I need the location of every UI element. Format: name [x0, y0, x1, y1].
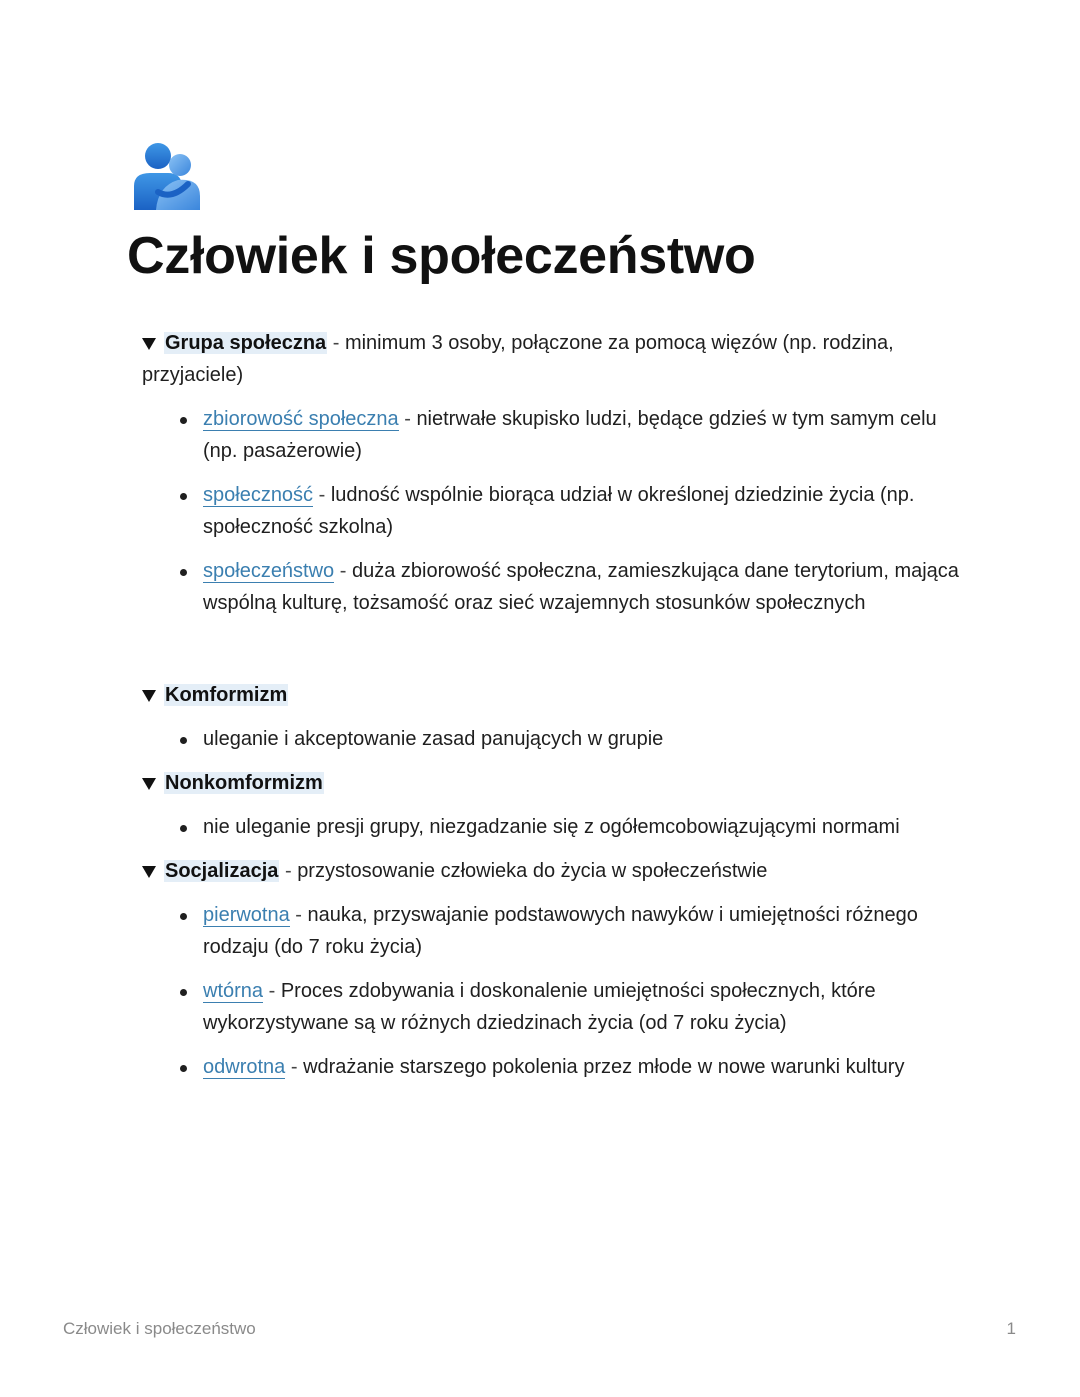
separator: -	[327, 332, 345, 354]
item-text: wdrażanie starszego pokolenia przez młode w nowe warunki kultury	[303, 1056, 905, 1078]
list-item	[180, 899, 962, 963]
page-number: 1	[1006, 1319, 1016, 1338]
caret-down-icon[interactable]	[142, 338, 156, 350]
term-link[interactable]: pierwotna	[203, 904, 290, 926]
list-item	[180, 479, 962, 543]
toggle-nonkomformizm	[142, 767, 962, 843]
term-link[interactable]: odwrotna	[203, 1056, 286, 1078]
term-link[interactable]: wtórna	[203, 980, 264, 1002]
list-item	[180, 1051, 962, 1083]
toggle-header[interactable]	[142, 767, 962, 799]
toggle-komformizm	[142, 679, 962, 755]
item-text: uleganie i akceptowanie zasad panujących w grupie	[203, 728, 664, 750]
list-item	[180, 975, 962, 1039]
bullet-list	[142, 723, 962, 755]
list-item	[180, 723, 962, 755]
item-text: nietrwałe skupisko ludzi, będące gdzieś w tym samym celu (np. pasażerowie)	[203, 408, 937, 462]
footer-title: Człowiek i społeczeństwo	[63, 1319, 256, 1338]
item-text: ludność wspólnie biorąca udział w określonej dziedzinie życia (np. społeczność szkolna)	[203, 484, 915, 538]
separator: -	[313, 484, 331, 506]
toggle-heading: Nonkomformizm	[165, 772, 323, 794]
toggle-socjalizacja	[142, 855, 962, 1083]
item-text: Proces zdobywania i doskonalenie umiejętności społecznych, które wykorzystywane są w różnych dziedzinach życia (od 7 roku życia)	[203, 980, 876, 1034]
separator: -	[398, 408, 417, 430]
page-title: Człowiek i społeczeństwo	[127, 227, 756, 285]
separator: -	[334, 560, 352, 582]
toggle-header[interactable]	[142, 327, 962, 391]
list-item	[180, 403, 962, 467]
list-item	[180, 811, 962, 843]
item-text: nauka, przyswajanie podstawowych nawyków i umiejętności różnego rodzaju (do 7 roku życia)	[203, 904, 918, 958]
caret-down-icon[interactable]	[142, 778, 156, 790]
term-link[interactable]: społeczność	[203, 484, 314, 506]
separator: -	[279, 860, 298, 882]
item-text: nie uleganie presji grupy, niezgadzanie się z ogółemcobowiązującymi normami	[203, 816, 900, 838]
separator: -	[285, 1056, 304, 1078]
bullet-list	[142, 403, 962, 619]
toggle-header[interactable]	[142, 679, 962, 711]
people-hug-icon	[132, 140, 202, 210]
caret-down-icon[interactable]	[142, 866, 156, 878]
separator: -	[263, 980, 281, 1002]
toggle-description: minimum 3 osoby, połączone za pomocą więzów (np. rodzina, przyjaciele)	[142, 332, 894, 386]
toggle-header[interactable]	[142, 855, 962, 887]
term-link[interactable]: społeczeństwo	[203, 560, 335, 582]
toggle-grupa-spoleczna	[142, 327, 962, 619]
caret-down-icon[interactable]	[142, 690, 156, 702]
list-item	[180, 555, 962, 619]
bullet-list	[142, 811, 962, 843]
toggle-heading: Socjalizacja	[165, 860, 279, 882]
separator: -	[289, 904, 308, 926]
term-link[interactable]: zbiorowość społeczna	[203, 408, 399, 430]
item-text: duża zbiorowość społeczna, zamieszkująca dane terytorium, mająca wspólną kulturę, tożsamość oraz sieć wzajemnych stosunków społecznych	[203, 560, 959, 614]
toggle-heading: Komformizm	[165, 684, 288, 706]
toggle-description: przystosowanie człowieka do życia w społeczeństwie	[297, 860, 768, 882]
toggle-heading: Grupa społeczna	[165, 332, 327, 354]
bullet-list	[142, 899, 962, 1083]
page-content	[142, 327, 962, 1083]
